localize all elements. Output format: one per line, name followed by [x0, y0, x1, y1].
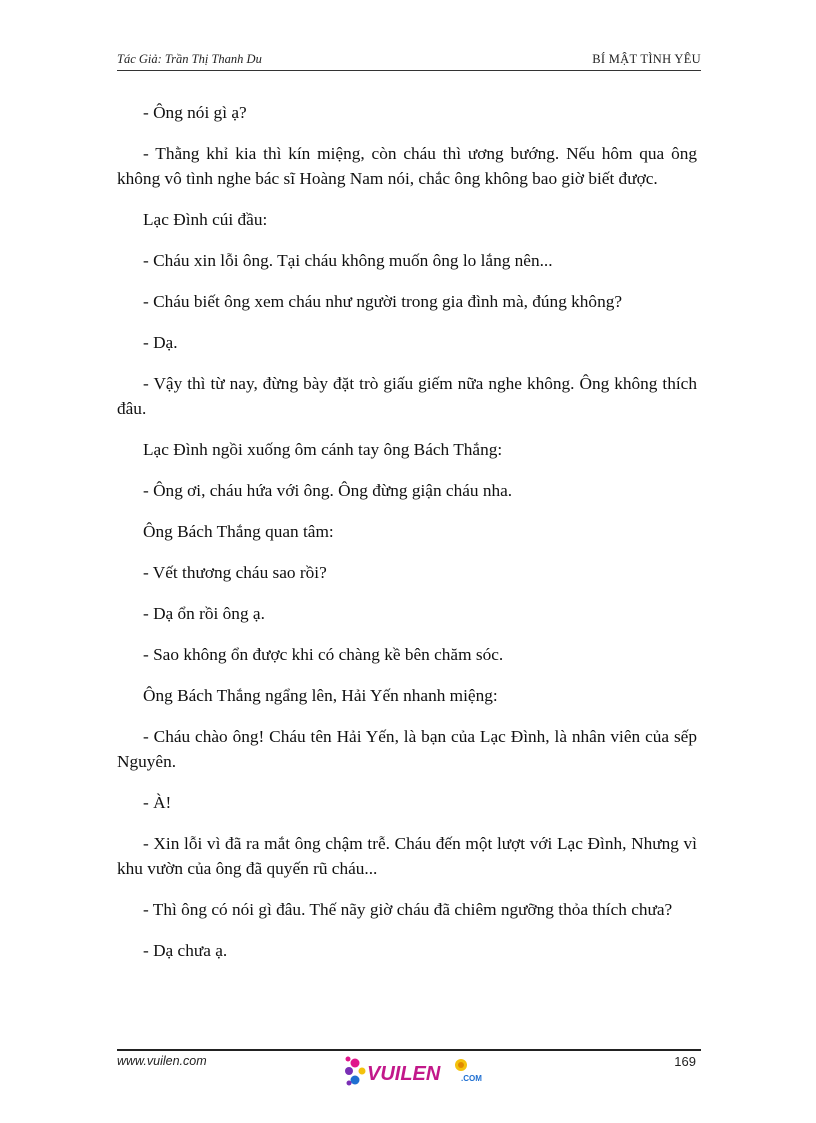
paragraph: - Cháu biết ông xem cháu như người trong gia đình mà, đúng không?: [143, 292, 623, 311]
paragraph: - Cháu xin lỗi ông. Tại cháu không muốn ông lo lắng nên...: [143, 251, 553, 270]
sun-icon: [455, 1059, 467, 1071]
paragraph: - Cháu chào ông! Cháu tên Hải Yến, là bạn của Lạc Đình, là nhân viên của sếp Nguyên.: [117, 727, 697, 771]
paragraph: Ông Bách Thắng ngẩng lên, Hải Yến nhanh miệng:: [143, 686, 498, 705]
flower-icon: [345, 1057, 366, 1086]
logo-suffix: .COM: [461, 1074, 482, 1083]
body-text: [117, 100, 697, 979]
paragraph: - Dạ ổn rồi ông ạ.: [143, 604, 265, 623]
paragraph: Ông Bách Thắng quan tâm:: [143, 522, 334, 541]
footer-website: www.vuilen.com: [117, 1054, 207, 1068]
paragraph: - Vết thương cháu sao rồi?: [143, 563, 327, 582]
paragraph: - À!: [143, 793, 172, 812]
page-header: [117, 52, 701, 71]
logo-text: VUILEN: [367, 1063, 441, 1085]
paragraph: - Ông ơi, cháu hứa với ông. Ông đừng giận cháu nha.: [143, 481, 513, 500]
paragraph: - Dạ.: [143, 333, 178, 352]
paragraph: - Vậy thì từ nay, đừng bày đặt trò giấu giếm nữa nghe không. Ông không thích đâu.: [117, 374, 697, 418]
header-book-title: BÍ MẬT TÌNH YÊU: [592, 52, 701, 66]
paragraph: Lạc Đình cúi đầu:: [143, 210, 268, 229]
paragraph: - Thằng khỉ kia thì kín miệng, còn cháu thì ương bướng. Nếu hôm qua ông không vô tình nghe bác sĩ Hoàng Nam nói, chắc ông không bao giờ biết được.: [117, 144, 697, 188]
header-author: Tác Giả: Trần Thị Thanh Du: [117, 52, 262, 66]
paragraph: - Ông nói gì ạ?: [143, 103, 247, 122]
paragraph: Lạc Đình ngồi xuống ôm cánh tay ông Bách Thắng:: [143, 440, 503, 459]
paragraph: - Dạ chưa ạ.: [143, 941, 228, 960]
paragraph: - Thì ông có nói gì đâu. Thế nãy giờ cháu đã chiêm ngưỡng thỏa thích chưa?: [143, 900, 673, 919]
paragraph: - Sao không ổn được khi có chàng kề bên chăm sóc.: [143, 645, 504, 664]
vuilen-logo: [345, 1053, 495, 1089]
footer-divider: [117, 1049, 701, 1051]
paragraph: - Xin lỗi vì đã ra mắt ông chậm trễ. Cháu đến một lượt với Lạc Đình, Nhưng vì khu vườn của ông đã quyến rũ cháu...: [117, 834, 697, 878]
page-number: 169: [674, 1054, 696, 1069]
